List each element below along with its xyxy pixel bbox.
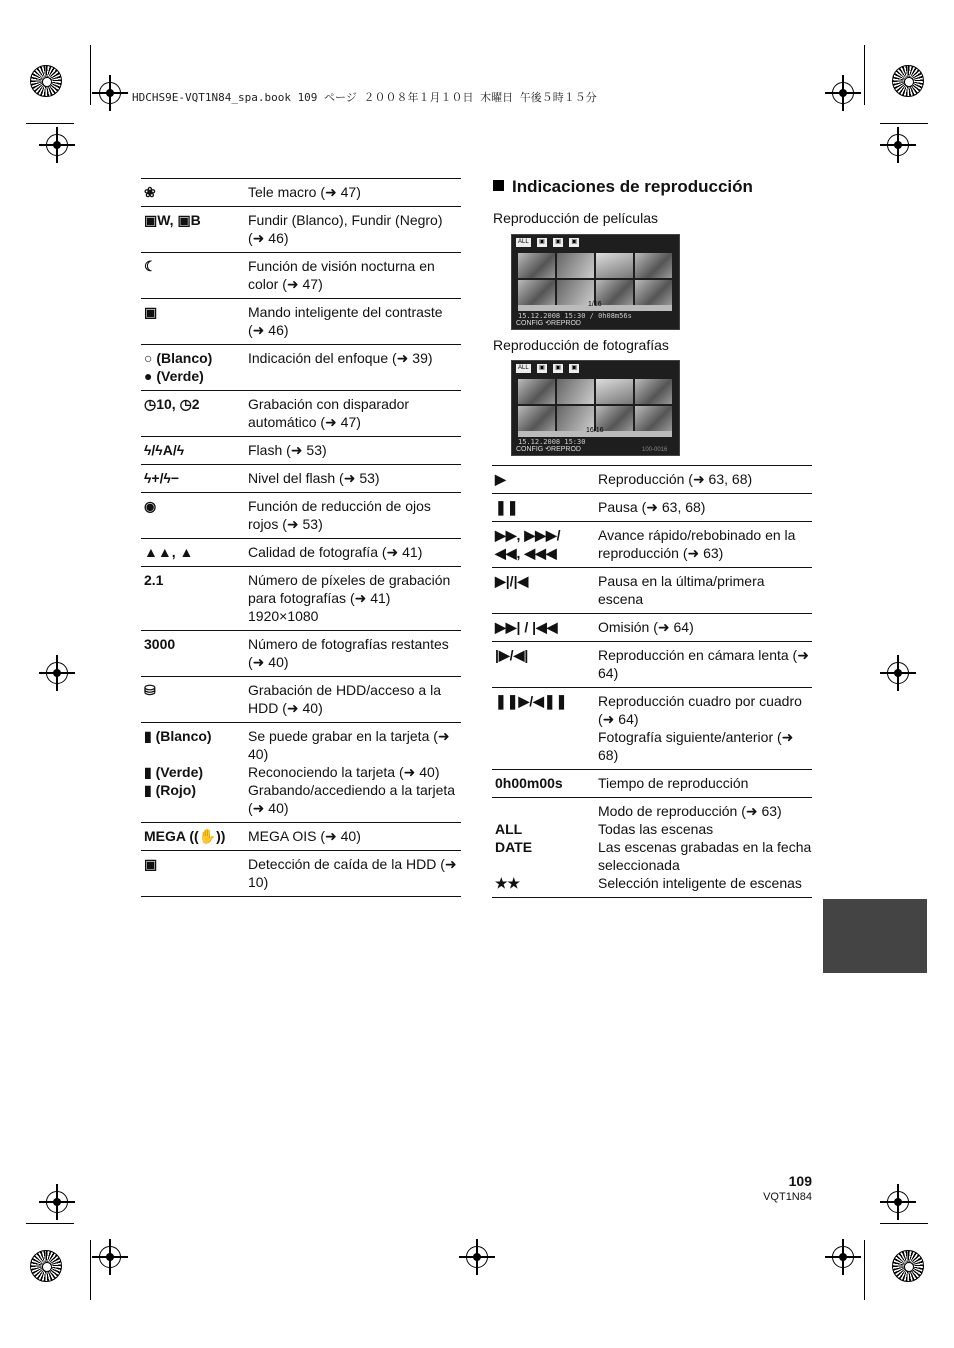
registration-wheel-icon — [30, 65, 62, 97]
crop-mark — [26, 123, 74, 124]
right-table-indicator: |▶/◀| — [492, 642, 598, 688]
left-table-row — [141, 723, 461, 823]
left-table-indicator: ϟ+/ϟ− — [141, 465, 248, 493]
screen-tabs — [516, 364, 675, 374]
left-table-row — [141, 299, 461, 345]
right-table-indicator: ▶▶, ▶▶▶/ ◀◀, ◀◀◀ — [492, 522, 598, 568]
date-time: 15.12.2008 15:30 — [518, 438, 586, 446]
left-table-indicator: ○ (Blanco) ● (Verde) — [141, 345, 248, 391]
right-table-description: Pausa en la última/primera escena — [598, 568, 812, 614]
crop-mark — [90, 1240, 91, 1300]
tab-all: ALL — [518, 365, 529, 371]
left-table-description: Función de visión nocturna en color (➜ 47) — [248, 253, 461, 299]
left-table-row — [141, 851, 461, 897]
left-table-indicator: ☾ — [141, 253, 248, 299]
section-title: Indicaciones de reproducción — [493, 177, 753, 197]
right-table-row — [492, 770, 812, 798]
left-table-description: Indicación del enfoque (➜ 39) — [248, 345, 461, 391]
right-table-indicator: ALL DATE ★★ — [492, 798, 598, 898]
crop-mark — [90, 45, 91, 105]
left-table-description: Tele macro (➜ 47) — [248, 179, 461, 207]
crosshair-icon — [46, 662, 68, 684]
left-table-row — [141, 493, 461, 539]
left-table-row — [141, 345, 461, 391]
screen-tabs — [516, 238, 675, 248]
crop-mark — [864, 1240, 865, 1300]
counter: 1/16 — [588, 301, 602, 308]
registration-wheel-icon — [892, 1250, 924, 1282]
left-table-row — [141, 253, 461, 299]
photo-playback-screen — [511, 360, 680, 456]
crosshair-icon — [832, 82, 854, 104]
left-table-indicator: MEGA ((✋)) — [141, 823, 248, 851]
counter: 16/16 — [586, 427, 604, 434]
left-table-description: Número de fotografías restantes (➜ 40) — [248, 631, 461, 677]
right-table-description: Reproducción (➜ 63, 68) — [598, 466, 812, 494]
crop-mark — [26, 1223, 74, 1224]
left-table-indicator: ❀ — [141, 179, 248, 207]
right-table-description: Reproducción en cámara lenta (➜ 64) — [598, 642, 812, 688]
crosshair-icon — [46, 1191, 68, 1213]
crop-mark — [880, 1223, 928, 1224]
thumbnail-grid — [518, 253, 672, 305]
screen-bottom-menu: CONFIG ⟲REPROD — [516, 320, 581, 327]
right-table-indicator: ▶▶| / |◀◀ — [492, 614, 598, 642]
right-table-description: Modo de reproducción (➜ 63) Todas las escenas Las escenas grabadas en la fecha seleccionada Selección inteligente de escenas — [598, 798, 812, 898]
crosshair-icon — [887, 662, 909, 684]
left-table-row — [141, 567, 461, 631]
crosshair-icon — [46, 134, 68, 156]
tab-icon: ▣ — [571, 365, 578, 371]
crosshair-icon — [832, 1246, 854, 1268]
left-table-indicator: ▣W, ▣B — [141, 207, 248, 253]
left-table-indicator: ▮ (Blanco) ▮ (Verde) ▮ (Rojo) — [141, 723, 248, 823]
left-table-description: Número de píxeles de grabación para fotografías (➜ 41) 1920×1080 — [248, 567, 461, 631]
left-table-row — [141, 677, 461, 723]
square-bullet-icon — [493, 180, 504, 191]
crop-mark — [864, 45, 865, 105]
tab-icon: ▣ — [571, 239, 578, 245]
registration-wheel-icon — [30, 1250, 62, 1282]
tab-icon: ▣ — [555, 239, 561, 245]
date-time: 15.12.2008 15:30 / 0h08m56s — [518, 312, 632, 320]
tab-all: ALL — [518, 239, 529, 245]
left-table-description: Grabación de HDD/acceso a la HDD (➜ 40) — [248, 677, 461, 723]
left-table-description: Calidad de fotografía (➜ 41) — [248, 539, 461, 567]
left-table-row — [141, 179, 461, 207]
left-table-description: Se puede grabar en la tarjeta (➜ 40) Reconociendo la tarjeta (➜ 40) Grabando/accediendo a la tarjeta (➜ 40) — [248, 723, 461, 823]
print-header: HDCHS9E-VQT1N84_spa.book 109 ページ ２００８年１月１０日 木曜日 午後５時１５分 — [132, 91, 597, 104]
right-table-row — [492, 688, 812, 770]
crosshair-icon — [887, 1191, 909, 1213]
left-table-description: Flash (➜ 53) — [248, 437, 461, 465]
right-table-indicator: 0h00m00s — [492, 770, 598, 798]
left-table-description: Fundir (Blanco), Fundir (Negro) (➜ 46) — [248, 207, 461, 253]
right-indicator-table — [492, 465, 812, 898]
right-table-description: Tiempo de reproducción — [598, 770, 812, 798]
right-table-description: Reproducción cuadro por cuadro (➜ 64) Fotografía siguiente/anterior (➜ 68) — [598, 688, 812, 770]
left-table-row — [141, 207, 461, 253]
left-table-description: Detección de caída de la HDD (➜ 10) — [248, 851, 461, 897]
crosshair-icon — [887, 134, 909, 156]
crosshair-icon — [466, 1246, 488, 1268]
left-table-row — [141, 465, 461, 493]
left-indicator-table — [141, 178, 461, 897]
left-table-indicator: ϟ/ϟA/ϟ — [141, 437, 248, 465]
tab-icon: ▣ — [555, 365, 561, 371]
left-table-indicator: ▣ — [141, 851, 248, 897]
right-table-row — [492, 568, 812, 614]
right-table-indicator: ▶ — [492, 466, 598, 494]
right-table-row — [492, 642, 812, 688]
left-table-indicator: ▣ — [141, 299, 248, 345]
crosshair-icon — [99, 1246, 121, 1268]
left-table-description: Grabación con disparador automático (➜ 47) — [248, 391, 461, 437]
left-table-row — [141, 437, 461, 465]
right-table-indicator: ▶|/|◀ — [492, 568, 598, 614]
left-table-row — [141, 539, 461, 567]
left-table-indicator: ▲▲, ▲ — [141, 539, 248, 567]
right-table-row — [492, 466, 812, 494]
tab-icon: ▣ — [539, 365, 545, 371]
screen-bottom-menu: CONFIG ⟲REPROD — [516, 446, 581, 453]
left-table-indicator: 3000 — [141, 631, 248, 677]
right-table-description: Avance rápido/rebobinado en la reproducción (➜ 63) — [598, 522, 812, 568]
right-table-row — [492, 522, 812, 568]
page-number: 109 — [788, 1173, 812, 1189]
left-table-indicator: ◷10, ◷2 — [141, 391, 248, 437]
crosshair-icon — [99, 82, 121, 104]
left-table-indicator: ⛁ — [141, 677, 248, 723]
left-table-description: MEGA OIS (➜ 40) — [248, 823, 461, 851]
left-table-description: Mando inteligente del contraste (➜ 46) — [248, 299, 461, 345]
right-table-row — [492, 494, 812, 522]
movie-playback-screen — [511, 234, 680, 330]
thumbnail-grid — [518, 379, 672, 431]
right-table-description: Pausa (➜ 63, 68) — [598, 494, 812, 522]
registration-wheel-icon — [892, 65, 924, 97]
left-table-description: Nivel del flash (➜ 53) — [248, 465, 461, 493]
right-table-indicator: ❚❚▶/◀❚❚ — [492, 688, 598, 770]
left-table-row — [141, 823, 461, 851]
left-table-row — [141, 391, 461, 437]
left-table-indicator: ◉ — [141, 493, 248, 539]
movie-playback-label: Reproducción de películas — [493, 210, 658, 226]
left-table-indicator: 2.1 — [141, 567, 248, 631]
right-table-indicator: ❚❚ — [492, 494, 598, 522]
right-table-row — [492, 798, 812, 898]
right-table-description: Omisión (➜ 64) — [598, 614, 812, 642]
file-number: 100-0016 — [642, 447, 668, 453]
left-table-row — [141, 631, 461, 677]
section-tab — [823, 899, 927, 973]
crop-mark — [880, 123, 928, 124]
tab-icon: ▣ — [539, 239, 545, 245]
photo-playback-label: Reproducción de fotografías — [493, 337, 669, 353]
page-code: VQT1N84 — [763, 1191, 812, 1203]
right-table-row — [492, 614, 812, 642]
left-table-description: Función de reducción de ojos rojos (➜ 53) — [248, 493, 461, 539]
